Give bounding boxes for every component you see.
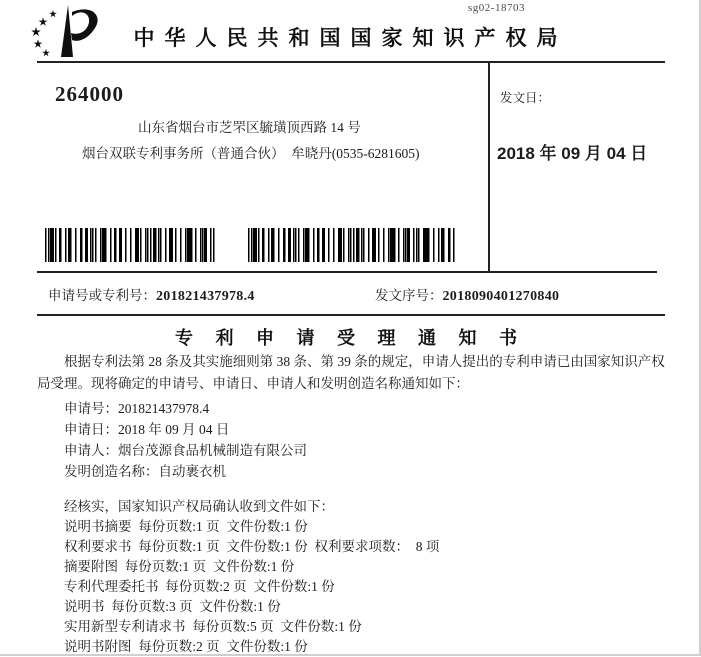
- dispatch-serial-label: 发文序号：: [375, 288, 443, 303]
- box-divider: [488, 61, 490, 272]
- dispatch-serial: [375, 284, 559, 305]
- barcode-serial: [248, 228, 456, 262]
- ref-row-bottom-rule: [37, 314, 665, 316]
- field-invention-title: 发明创造名称：自动裹衣机: [64, 464, 226, 479]
- application-number: [48, 284, 255, 305]
- doc-item-description-figures: 说明书附图 每份页数:2 页 文件份数:1 份: [64, 639, 308, 654]
- notice-title: 专 利 申 请 受 理 通 知 书: [175, 328, 526, 348]
- doc-item-description: 说明书 每份页数:3 页 文件份数:1 份: [64, 599, 281, 614]
- application-number-label: 申请号或专利号：: [48, 288, 156, 303]
- application-number-value: 201821437978.4: [156, 289, 255, 304]
- form-code: sg02-18703: [468, 2, 525, 14]
- issue-date-label: 发文日：: [500, 91, 551, 105]
- recipient-agency: 烟台双联专利事务所（普通合伙） 牟晓丹(0535-6281605): [82, 146, 420, 161]
- confirmation-line: 经核实，国家知识产权局确认收到文件如下：: [64, 499, 334, 514]
- issue-date-value: 2018 年 09 月 04 日: [497, 144, 648, 163]
- ref-row-top-rule: [37, 271, 657, 273]
- field-filing-date: 申请日：2018 年 09 月 04 日: [64, 422, 230, 437]
- received-documents-list: [37, 517, 669, 657]
- postal-code: 264000: [55, 82, 124, 106]
- barcode-application: [45, 228, 215, 262]
- field-applicant: 申请人：烟台茂源食品机械制造有限公司: [64, 443, 307, 458]
- notice-body: [37, 351, 669, 657]
- doc-item-abstract-figure: 摘要附图 每份页数:1 页 文件份数:1 份: [64, 559, 295, 574]
- doc-item-power-of-attorney: 专利代理委托书 每份页数:2 页 文件份数:1 份: [64, 579, 335, 594]
- doc-item-utility-model-request: 实用新型专利请求书 每份页数:5 页 文件份数:1 份: [64, 619, 362, 634]
- field-application-number: 申请号：201821437978.4: [64, 401, 210, 416]
- doc-item-claims: 权利要求书 每份页数:1 页 文件份数:1 份 权利要求项数： 8 项: [64, 539, 440, 554]
- header-rule: [37, 61, 665, 63]
- intro-paragraph: 根据专利法第 28 条及其实施细则第 38 条、第 39 条的规定，申请人提出的专利申请已由国家知识产权局受理。现将确定的申请号、申请日、申请人和发明创造名称通知如下：: [37, 354, 665, 391]
- application-fields: [37, 398, 669, 482]
- recipient-address: 山东省烟台市芝罘区毓璜顶西路 14 号: [138, 120, 361, 135]
- authority-title: 中华人民共和国国家知识产权局: [133, 27, 568, 50]
- doc-item-abstract: 说明书摘要 每份页数:1 页 文件份数:1 份: [64, 519, 308, 534]
- dispatch-serial-value: 2018090401270840: [442, 289, 560, 304]
